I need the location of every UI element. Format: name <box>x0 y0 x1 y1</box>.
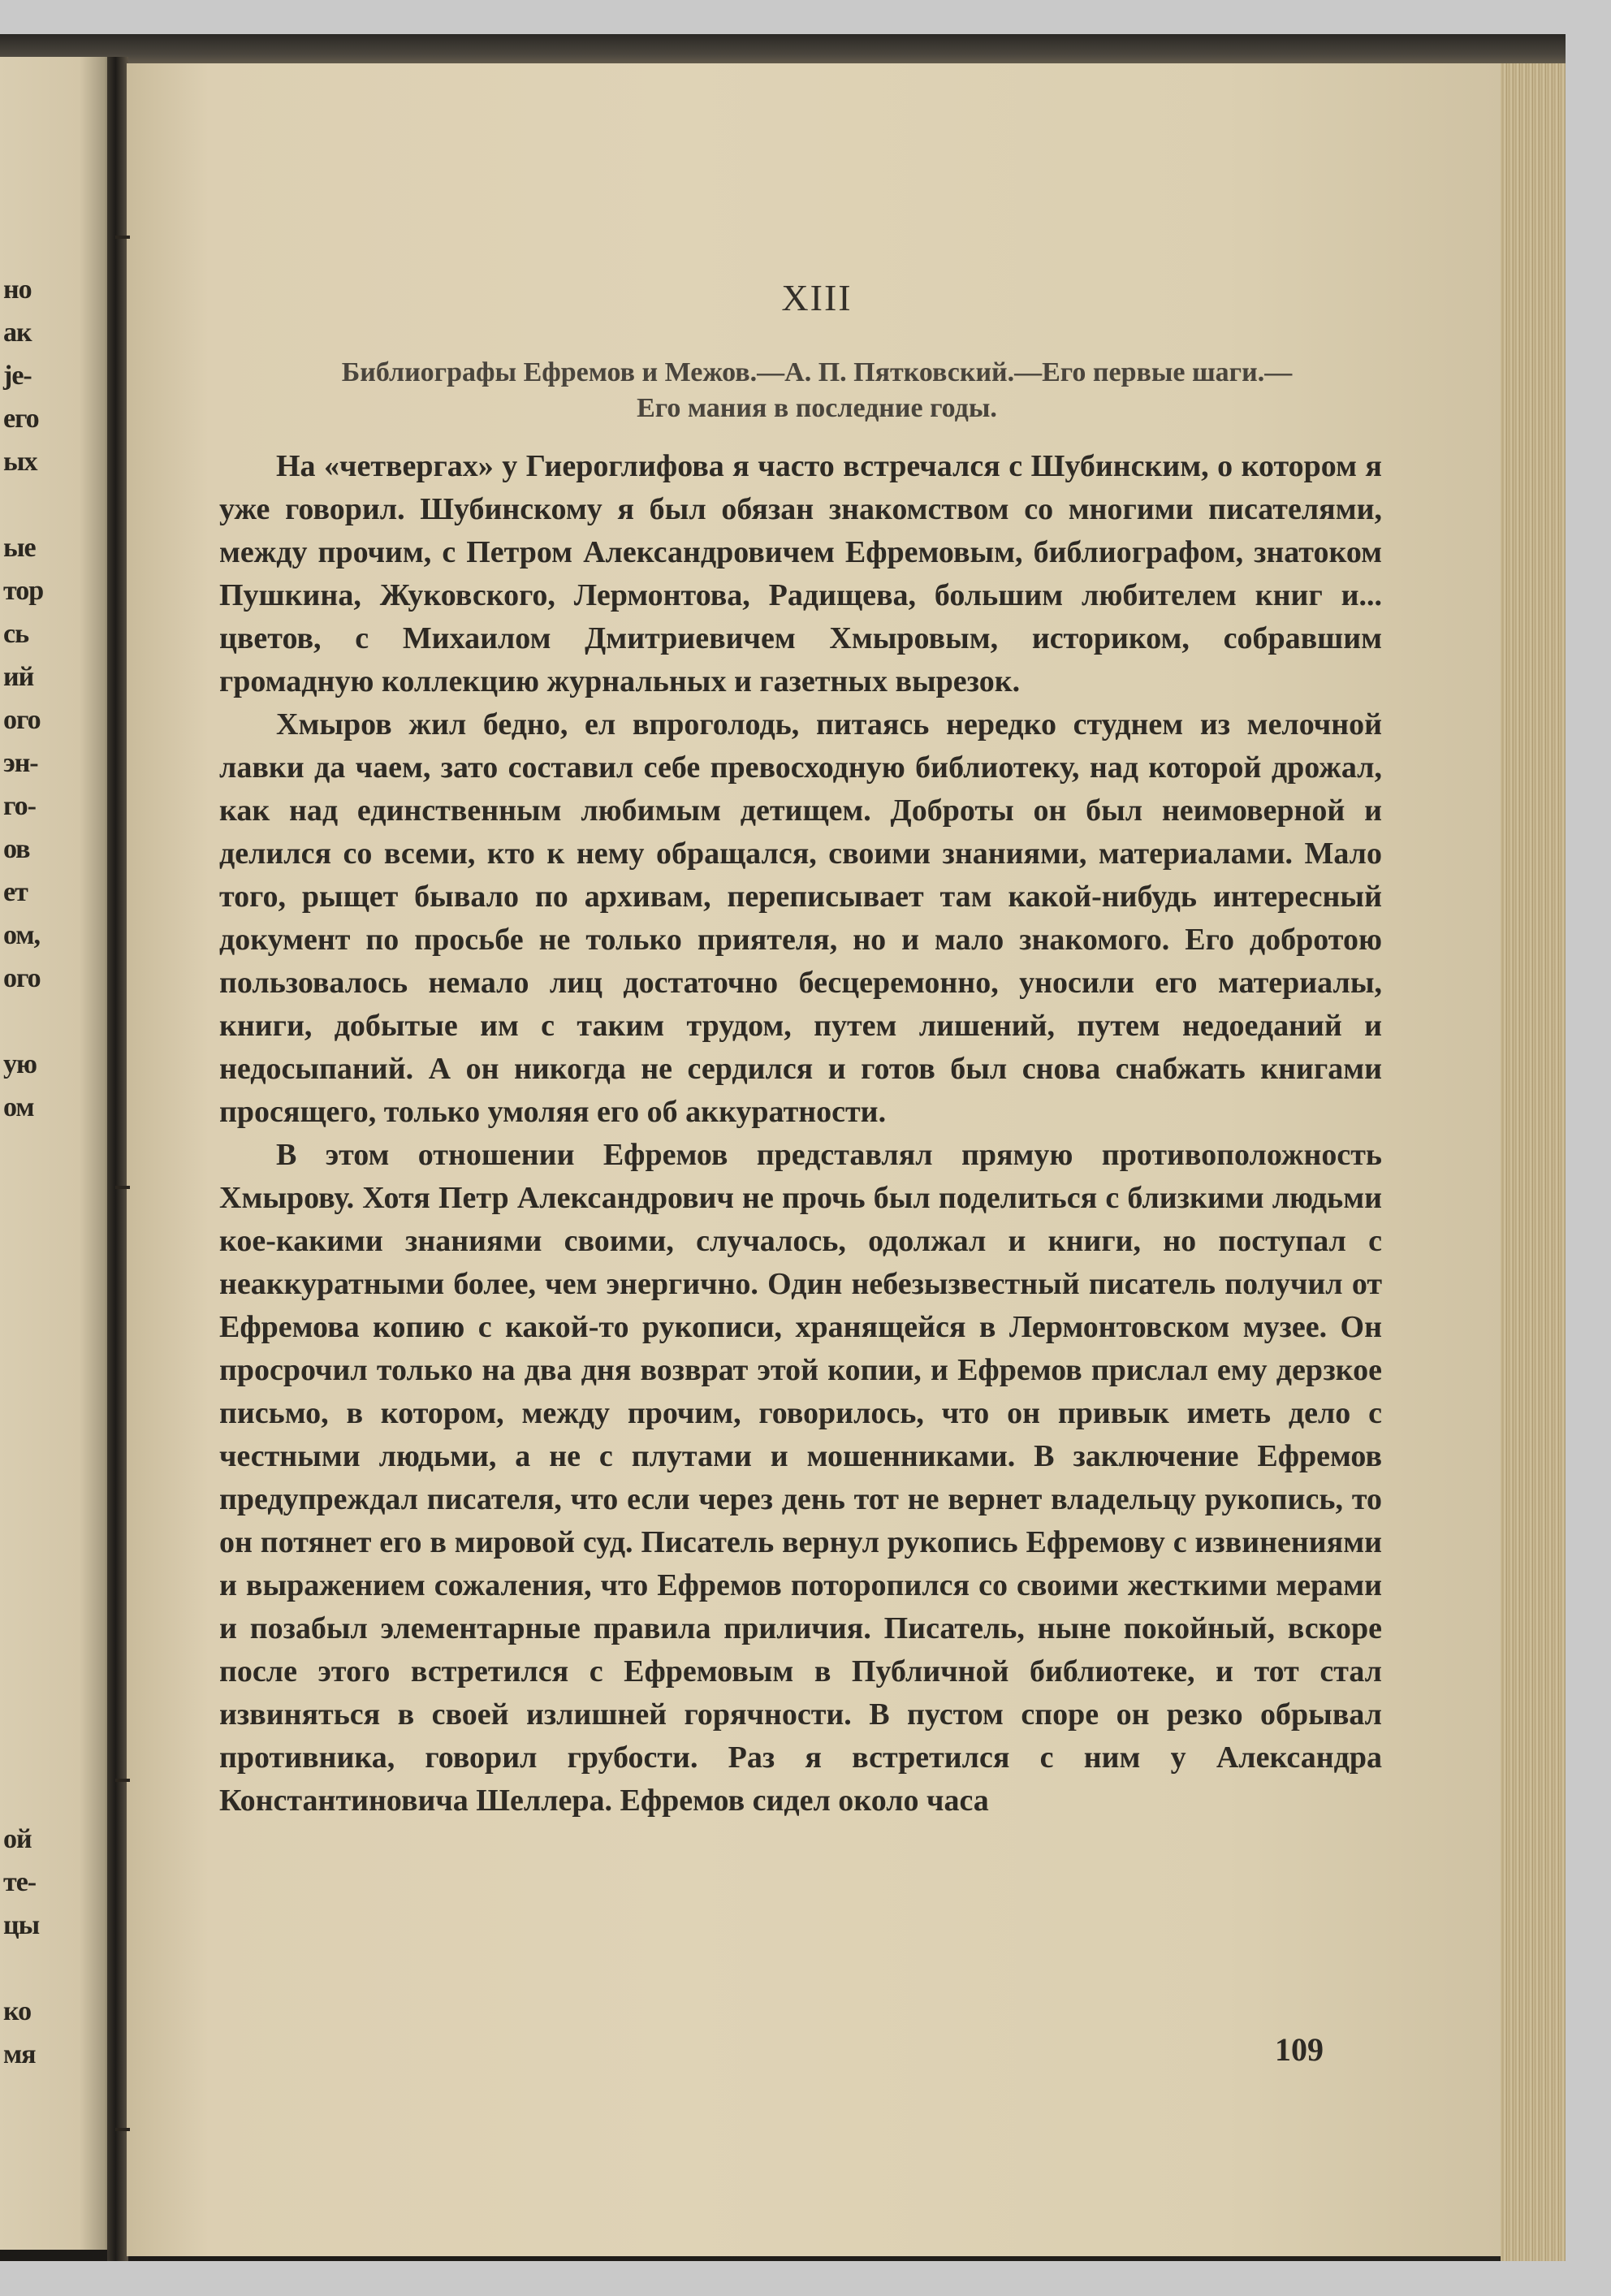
paragraph: На «четвергах» у Гиероглифова я часто встречался с Шубинским, о котором я уже говорил. Шубинскому я был обязан знакомством со многими писателями, между прочим, с Петром Александровичем Ефремовым, библиографом, знатоком Пушкина, Жуковского, Лермонтова, Радищева, большим любителем книг и... цветов, с Михаилом Дмитриевичем Хмыровым, историком, собравшим громадную коллекцию журнальных и газетных вырезок. <box>219 449 1382 698</box>
left-page-text-fragments <box>3 268 52 2076</box>
margin-mark <box>115 2128 130 2131</box>
left-page-fragment <box>3 1000 52 1043</box>
left-page-fragment: ий <box>3 662 34 692</box>
left-page-fragment: ак <box>3 318 32 348</box>
left-page-fragment: ко <box>3 1996 32 2026</box>
left-page-fragment: ую <box>3 1049 37 1079</box>
left-page-fragment: ого <box>3 705 41 735</box>
left-page-fragment: мя <box>3 2039 36 2069</box>
left-page-fragment: его <box>3 404 39 434</box>
book-spine <box>107 57 128 2261</box>
left-page-fragment: ов <box>3 834 30 864</box>
page-stack-edge <box>1501 63 1566 2261</box>
left-page-fragment: го- <box>3 791 36 821</box>
left-page-fragment: ом, <box>3 920 41 950</box>
page-number: 109 <box>1275 2031 1324 2068</box>
left-page-fragment: ет <box>3 877 28 907</box>
left-page-fragment: сь <box>3 619 29 649</box>
left-page-fragment: ом <box>3 1092 34 1122</box>
left-page-fragment: је- <box>3 361 32 391</box>
left-page-fragment: ые <box>3 533 36 563</box>
paragraph: Хмыров жил бедно, ел впроголодь, питаясь нередко студнем из мелочной лавки да чаем, зато составил себе превосходную библиотеку, над которой дрожал, как над единственным любимым детищем. Доброты он был неимоверной и делился со всеми, кто к нему обращался, своими знаниями, материалами. Мало того, рыщет бывало по архивам, переписывает там какой-нибудь интересный документ по просьбе не только приятеля, но и мало знакомого. Его добротою пользовалось немало лиц достаточно бесцеремонно, уносили его материалы, книги, добытые им с таким трудом, путем лишений, путем недоеданий и недосыпаний. А он никогда не сердился и готов был снова снабжать книгами просящего, только умоляя его об аккуратности. <box>219 707 1382 1129</box>
chapter-number: XIII <box>781 277 853 318</box>
left-page <box>0 57 114 2250</box>
left-page-fragment <box>3 1947 52 1990</box>
paragraph: В этом отношении Ефремов представлял прямую противоположность Хмырову. Хотя Петр Александрович не прочь был поделиться с близкими людьми кое-какими знаниями своими, случалось, одолжал и книги, но поступал с неаккуратными более, чем энергично. Один небезызвестный писатель получил от Ефремова копию с какой-то рукописи, хранящейся в Лермонтовском музее. Он просрочил только на два дня возврат этой копии, и Ефремов прислал ему дерзкое письмо, в котором, между прочим, говорилось, что он привык иметь дело с честными людьми, а не с плутами и мошенниками. В заключение Ефремов предупреждал писателя, что если через день тот не вернет владельцу рукопись, то он потянет его в мировой суд. Писатель вернул рукопись Ефремову с извинениями и выражением сожаления, что Ефремов поторопился со своими жесткими мерами и позабыл элементарные правила приличия. Писатель, ныне покойный, вскоре после этого встретился с Ефремовым в Публичной библиотеке, и тот стал извиняться в своей излишней горячности. В пустом споре он резко обрывал противника, говорил грубости. Раз я встретился с ним у Александра Константиновича Шеллера. Ефремов сидел около часа <box>219 1138 1382 1818</box>
left-page-fragment: те- <box>3 1867 37 1897</box>
left-page-fragment <box>3 483 52 526</box>
left-page-fragment: ых <box>3 447 37 477</box>
left-page-fragment: ой <box>3 1824 32 1854</box>
body-text <box>219 445 1382 1823</box>
left-page-fragment: но <box>3 275 32 305</box>
chapter-subtitle-line-2: Его мания в последние годы. <box>637 393 997 423</box>
left-page-fragment: ого <box>3 963 41 993</box>
margin-mark <box>115 1186 130 1189</box>
margin-mark <box>115 236 130 239</box>
left-page-fragment: эн- <box>3 748 38 778</box>
left-page-fragment: тор <box>3 576 44 606</box>
left-page-fragment: цы <box>3 1910 40 1940</box>
margin-mark <box>115 1779 130 1782</box>
chapter-subtitle-line-1: Библиографы Ефремов и Межов.—А. П. Пятковский.—Его первые шаги.— <box>341 357 1293 387</box>
